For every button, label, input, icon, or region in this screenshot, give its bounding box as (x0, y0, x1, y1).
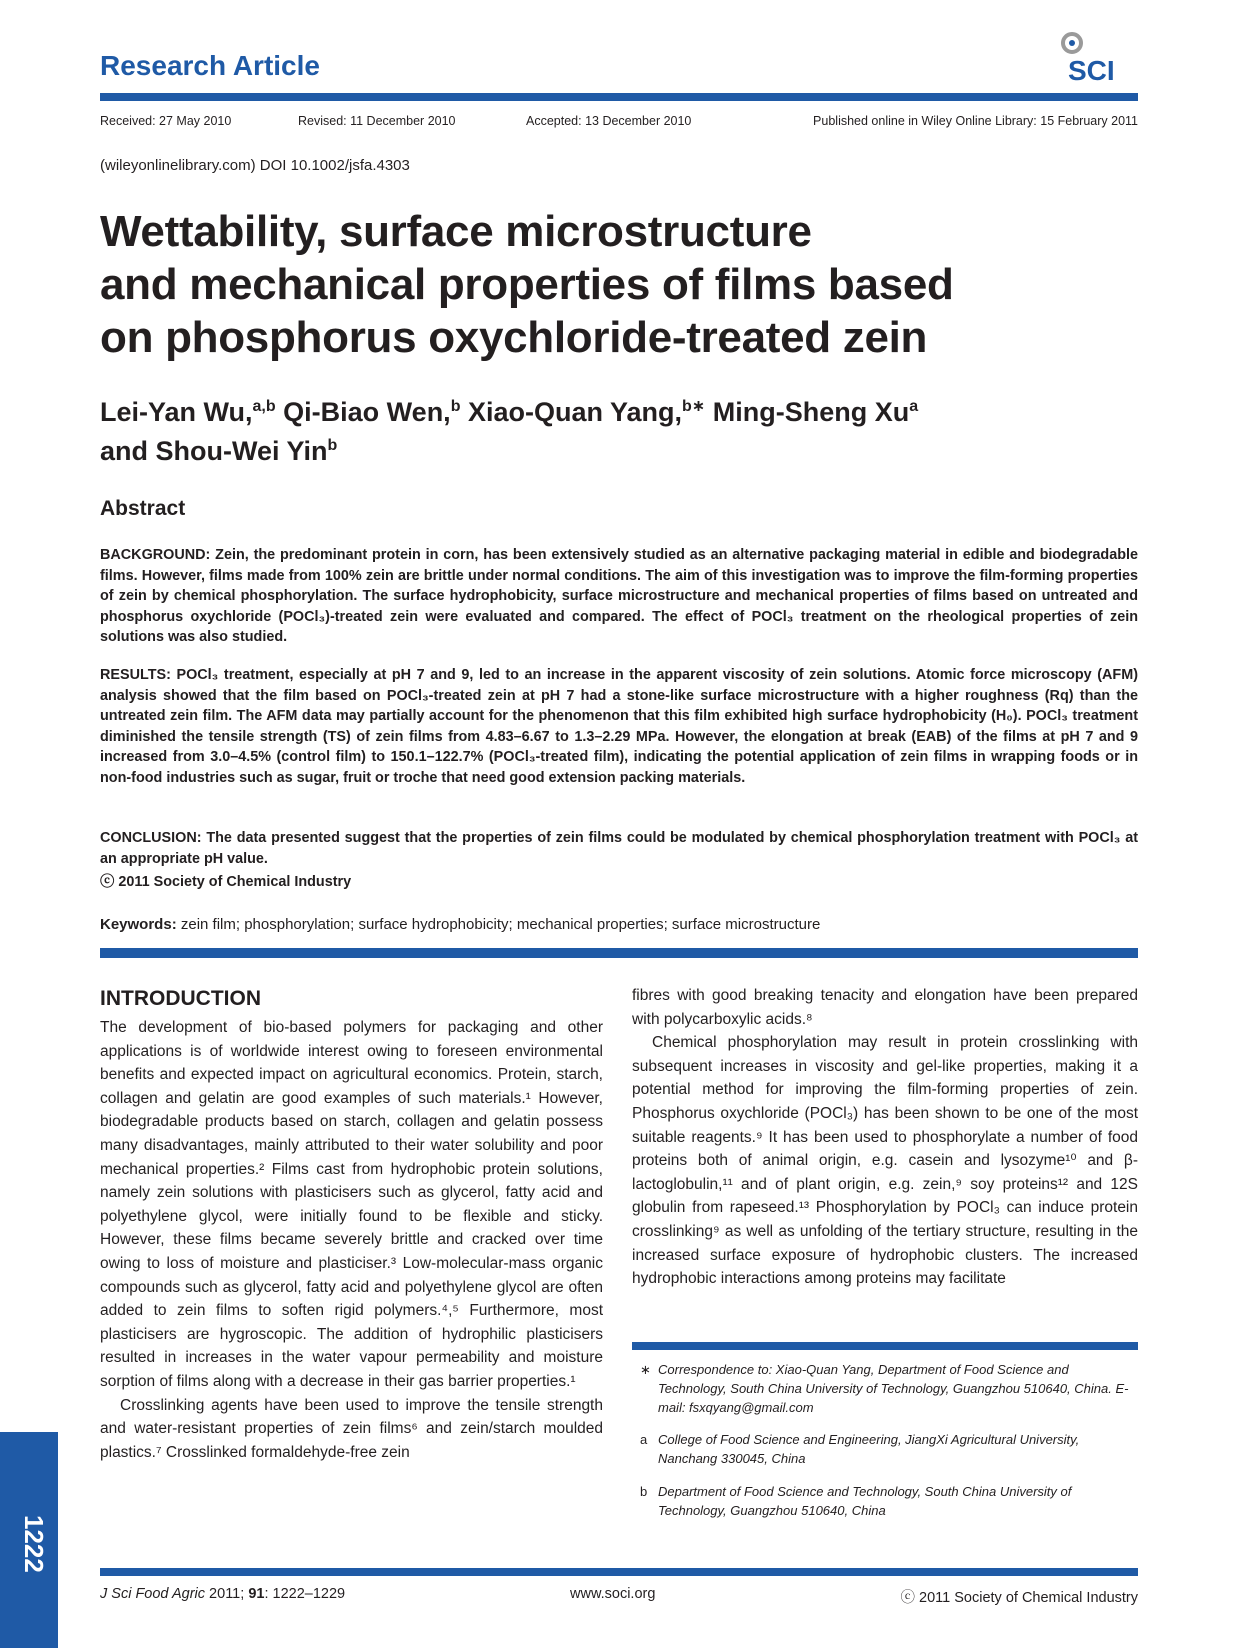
author-name: Ming-Sheng Xu (712, 397, 910, 427)
intro-paragraph: Chemical phosphorylation may result in protein crosslinking with subsequent increases in viscosity and gel-like properties, making it a potential method for improving the film-forming properties of zein. Phosphorus oxychloride (POCl₃) has been shown to be one of the most suitable reagents.⁹ It has been used to phosphorylate a number of food proteins both of animal origin, e.g. casein and lysozyme¹⁰ and β-lactoglobulin,¹¹ and of plant origin, e.g. zein,⁹ soy proteins¹² and 12S globulin from rapeseed.¹³ Phosphorylation by POCl₃ can induce protein crosslinking⁹ as well as unfolding of the tertiary structure, resulting in the increased surface exposure of hydrophobic clusters. The increased hydrophobic interactions among proteins may facilitate (632, 1034, 1138, 1288)
author-affiliation: b (327, 437, 338, 454)
footer-year: 2011; (205, 1586, 249, 1602)
doi-line: (wileyonlinelibrary.com) DOI 10.1002/jsfa.4303 (100, 157, 410, 174)
footnote-marker: ∗ (640, 1362, 651, 1377)
footer-journal: J Sci Food Agric (100, 1586, 206, 1602)
footnote-text: Department of Food Science and Technology, South China University of Technology, Guangzhou 510640, China (658, 1484, 1072, 1518)
header-rule (100, 93, 1138, 101)
title-line-3: on phosphorus oxychloride-treated zein (100, 313, 928, 362)
keywords-label: Keywords: (100, 916, 177, 933)
title-line-2: and mechanical properties of films based (100, 260, 954, 309)
intro-paragraph: Crosslinking agents have been used to improve the tensile strength and water-resistant properties of zein films⁶ and zein/starch moulded plastics.⁷ Crosslinked formaldehyde-free zein (100, 1396, 603, 1461)
article-title (100, 205, 1140, 364)
abstract-copyright: ⓒ 2011 Society of Chemical Industry (100, 874, 352, 890)
footnote-marker: a (640, 1432, 648, 1447)
correspondence-footnote (640, 1360, 1138, 1417)
affiliation-footnote-a (640, 1430, 1138, 1468)
article-type-label: Research Article (100, 50, 320, 81)
intro-paragraph: The development of bio-based polymers for packaging and other applications is of worldwide interest owing to foreseen environmental benefits and expected impact on agricultural economics. Protein, starch, collagen and gelatin are good examples of such materials.¹ However, biodegradable products based on starch, collagen and gelatin possess many disadvantages, mainly attributed to their water solubility and poor mechanical properties.² Films cast from hydrophobic protein solutions, namely zein solutions with plasticisers such as glycerol, fatty acid and polyethylene glycol, were initially found to be flexible and sticky. However, these films became severely brittle and cracked over time owing to loss of moisture and plasticiser.³ Low-molecular-mass organic compounds such as glycerol, fatty acid and polyethylene glycol are often added to zein films to soften rigid polymers.⁴,⁵ Furthermore, most plasticisers are hygroscopic. The addition of hydrophilic plasticisers resulted in increases in the water vapour permeability and moisture sorption of films along with a decrease in their gas barrier properties.¹ (100, 1019, 603, 1390)
intro-paragraph: fibres with good breaking tenacity and elongation have been prepared with polycarboxylic acids.⁸ (632, 987, 1138, 1028)
sci-logo-icon (1058, 30, 1136, 86)
author-name: and Shou-Wei Yin (100, 436, 328, 466)
footer-citation (100, 1586, 345, 1602)
title-line-1: Wettability, surface microstructure (100, 207, 812, 256)
footer-copyright: ⓒ 2011 Society of Chemical Industry (900, 1590, 1138, 1606)
logo-text: SCI (1068, 55, 1115, 86)
received-date: Received: 27 May 2010 (100, 114, 232, 128)
author-name: Lei-Yan Wu, (100, 397, 253, 427)
accepted-date: Accepted: 13 December 2010 (526, 114, 692, 128)
introduction-heading: INTRODUCTION (100, 987, 261, 1010)
author-affiliation: b∗ (682, 398, 706, 415)
footer-volume: 91 (248, 1586, 265, 1602)
abstract-conclusion: CONCLUSION: The data presented suggest that the properties of zein films could be modulated by chemical phosphorylation treatment with POCl₃ at an appropriate pH value. (100, 830, 1138, 867)
abstract-background: BACKGROUND: Zein, the predominant protein in corn, has been extensively studied as an alternative packaging material in edible and biodegradable films. However, films made from 100% zein are brittle under normal conditions. The aim of this investigation was to improve the film-forming properties of zein by chemical phosphorylation. The surface hydrophobicity, surface microstructure and mechanical properties of films based on untreated and phosphorus oxychloride (POCl₃)-treated zein were evaluated and compared. The effect of POCl₃ treatment on the rheological properties of zein solutions was also studied. (100, 547, 1138, 645)
abstract-heading: Abstract (100, 497, 186, 520)
author-list (100, 390, 1140, 468)
affiliation-footnote-b (640, 1482, 1138, 1520)
keywords-text: zein film; phosphorylation; surface hydrophobicity; mechanical properties; surface microstructure (176, 916, 821, 933)
right-column (632, 984, 1138, 1291)
published-date: Published online in Wiley Online Library: 15 February 2011 (813, 114, 1138, 128)
author-affiliation: b (450, 398, 461, 415)
footnote-marker: b (640, 1484, 648, 1499)
author-affiliation: a,b (252, 398, 276, 415)
footer-website[interactable]: www.soci.org (570, 1586, 656, 1602)
author-name: Qi-Biao Wen, (283, 397, 451, 427)
author-name: Xiao-Quan Yang, (467, 397, 683, 427)
footer-rule (100, 1568, 1138, 1576)
left-column (100, 1016, 603, 1464)
footnote-rule (632, 1342, 1138, 1350)
footer-pages: : 1222–1229 (264, 1586, 346, 1602)
footnote-text: Correspondence to: Xiao-Quan Yang, Department of Food Science and Technology, South China University of Technology, Guangzhou 510640, China. E-mail: fsxqyang@gmail.com (658, 1362, 1129, 1415)
keywords-line (100, 916, 1140, 933)
abstract-results: RESULTS: POCl₃ treatment, especially at pH 7 and 9, led to an increase in the apparent viscosity of zein solutions. Atomic force microscopy (AFM) analysis showed that the film based on POCl₃-treated zein at pH 7 had a stone-like surface microstructure with a higher roughness (Rq) than the untreated zein film. The AFM data may partially account for the phenomenon that this film exhibited high surface hydrophobicity (H₀). POCl₃ treatment diminished the tensile strength (TS) of zein films from 4.83–6.67 to 1.3–2.29 MPa. However, the elongation at break (EAB) of the films at pH 7 and 9 increased from 3.0–4.5% (control film) to 150.1–122.7% (POCl₃-treated film), indicating the potential application of zein films in wrapping foods or in non-food industries such as sugar, fruit or troche that need good extension packing materials. (100, 667, 1138, 786)
sci-logo (1058, 30, 1136, 86)
author-affiliation: a (909, 398, 919, 415)
page-number: 1222 (19, 1515, 49, 1573)
revised-date: Revised: 11 December 2010 (298, 114, 456, 128)
footnote-text: College of Food Science and Engineering, JiangXi Agricultural University, Nanchang 330045, China (658, 1432, 1080, 1466)
section-rule (100, 948, 1138, 958)
